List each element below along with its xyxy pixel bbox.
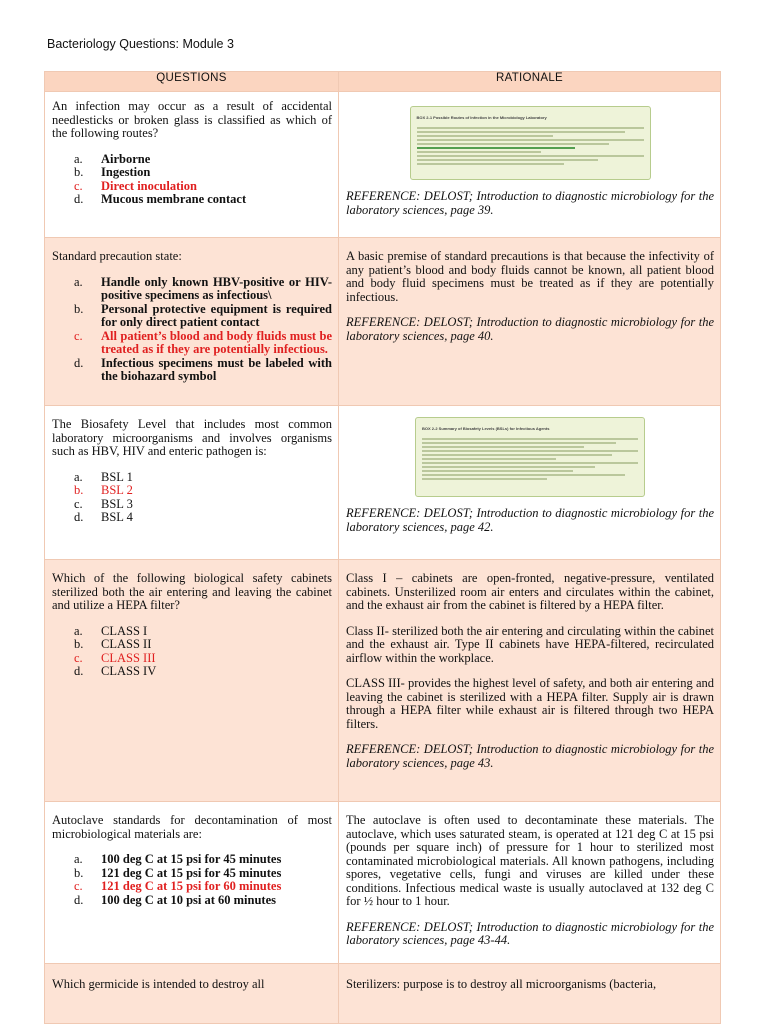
- question-text: The Biosafety Level that includes most common laboratory microorganisms and involves organisms such as HBV, HIV and enteric pathogen is:: [52, 417, 332, 458]
- question-text: Autoclave standards for decontamination of most microbiological materials are:: [52, 813, 332, 841]
- option-item: b. Personal protective equipment is required for only direct patient contact: [74, 301, 332, 329]
- table-row: [45, 92, 721, 238]
- correct-option-item: c. All patient’s blood and body fluids must be treated as if they are potentially infectious.: [74, 328, 332, 356]
- reference-text: REFERENCE: DELOST; Introduction to diagnostic microbiology for the laboratory sciences, page 43.: [346, 742, 714, 770]
- reference-text: REFERENCE: DELOST; Introduction to diagnostic microbiology for the laboratory sciences, page 42.: [346, 506, 714, 534]
- question-text: Standard precaution state:: [52, 249, 182, 263]
- question-cell: [45, 92, 339, 238]
- question-cell: [45, 802, 339, 964]
- question-text: An infection may occur as a result of accidental needlesticks or broken glass is classified as which of the following routes?: [52, 99, 332, 140]
- options-list: [52, 625, 332, 679]
- rationale-text: Sterilizers: purpose is to destroy all microorganisms (bacteria,: [346, 977, 657, 991]
- rationale-column-header: RATIONALE: [339, 72, 721, 92]
- option-item: d. BSL 4: [74, 510, 133, 524]
- reference-text: REFERENCE: DELOST; Introduction to diagnostic microbiology for the laboratory sciences, page 43-44.: [346, 919, 714, 947]
- option-item: a. Airborne: [74, 151, 151, 166]
- options-list: [52, 276, 332, 384]
- correct-option-item: c. Direct inoculation: [74, 178, 197, 193]
- page-title: Bacteriology Questions: Module 3: [47, 37, 234, 51]
- option-item: a. BSL 1: [74, 469, 133, 484]
- correct-option-item: b. BSL 2: [74, 483, 133, 497]
- question-cell: [45, 560, 339, 802]
- table-row: [45, 802, 721, 964]
- rationale-paragraph: CLASS III- provides the highest level of safety, and both air entering and leaving the cabinet is sterilized with a HEPA filter. Supply air is drawn through a HEPA filter while exhaust air is filtered through two HEPA filters.: [346, 676, 714, 731]
- textbook-excerpt-image: BOX 2-2 Summary of Biosafety Levels (BSLs) for Infectious Agents: [415, 417, 645, 497]
- table-row: [45, 406, 721, 560]
- rationale-cell: [339, 406, 721, 560]
- option-item: a. 100 deg C at 15 psi for 45 minutes: [74, 852, 282, 866]
- option-item: b. CLASS II: [74, 637, 152, 651]
- correct-option-item: c. CLASS III: [74, 650, 156, 665]
- question-cell: [45, 964, 339, 1024]
- question-cell: [45, 406, 339, 560]
- table-row: [45, 560, 721, 802]
- option-item: d. CLASS IV: [74, 664, 157, 678]
- option-item: b. Ingestion: [74, 165, 151, 179]
- question-text: Which of the following biological safety cabinets sterilized both the air entering and leaving the cabinet and utilize a HEPA filter?: [52, 571, 332, 612]
- rationale-cell: [339, 238, 721, 406]
- rationale-text: A basic premise of standard precautions is that because the infectivity of any patient’s blood and body fluids cannot be known, all patient blood and body fluid specimens must be treated as if they are potentially infectious.: [346, 249, 714, 304]
- option-item: d. Mucous membrane contact: [74, 192, 247, 206]
- table-row: [45, 964, 721, 1024]
- table-row: [45, 238, 721, 406]
- questions-column-header: QUESTIONS: [45, 72, 339, 92]
- option-item: a. Handle only known HBV-positive or HIV-positive specimens as infectious\: [74, 274, 332, 302]
- correct-option-item: c. 121 deg C at 15 psi for 60 minutes: [74, 879, 282, 893]
- option-item: a. CLASS I: [74, 623, 148, 638]
- rationale-cell: [339, 964, 721, 1024]
- question-text: Which germicide is intended to destroy all: [52, 977, 265, 991]
- options-list: [52, 471, 332, 525]
- option-item: d. 100 deg C at 10 psi at 60 minutes: [74, 892, 277, 907]
- rationale-paragraph: Class II- sterilized both the air entering and circulating within the cabinet and the exhaust air. Type II cabinets have HEPA-filtered, recirculated airflow within the workplace.: [346, 623, 714, 665]
- option-item: c. BSL 3: [74, 496, 133, 511]
- questions-table: [44, 71, 721, 1024]
- rationale-paragraph: Class I – cabinets are open-fronted, negative-pressure, ventilated cabinets. Unsterilized room air enters and circulates within the cabinet, and the exhaust air from the cabinet is filtered by a HEPA filter.: [346, 571, 714, 612]
- options-list: [52, 853, 332, 907]
- textbook-excerpt-image: BOX 2-1 Possible Routes of Infection in the Microbiology Laboratory: [410, 106, 651, 180]
- reference-text: REFERENCE: DELOST; Introduction to diagnostic microbiology for the laboratory sciences, page 40.: [346, 315, 714, 343]
- option-item: d. Infectious specimens must be labeled with the biohazard symbol: [74, 355, 332, 383]
- rationale-cell: [339, 92, 721, 238]
- reference-text: REFERENCE: DELOST; Introduction to diagnostic microbiology for the laboratory sciences, page 39.: [346, 189, 714, 217]
- options-list: [52, 153, 332, 207]
- rationale-text: The autoclave is often used to decontaminate these materials. The autoclave, which uses saturated steam, is operated at 121 deg C at 15 psi (pounds per square inch) of pressure for 1 hour to sterilized most contaminated microbiological materials. All known pathogens, including spores, vegetative cells, fungi and viruses are killed under these conditions. Infectious medical waste is usually autoclaved at 132 deg C for ½ hour to 1 hour.: [346, 813, 714, 908]
- rationale-cell: [339, 560, 721, 802]
- table-header-row: [45, 72, 721, 92]
- option-item: b. 121 deg C at 15 psi for 45 minutes: [74, 865, 282, 880]
- question-cell: [45, 238, 339, 406]
- rationale-cell: [339, 802, 721, 964]
